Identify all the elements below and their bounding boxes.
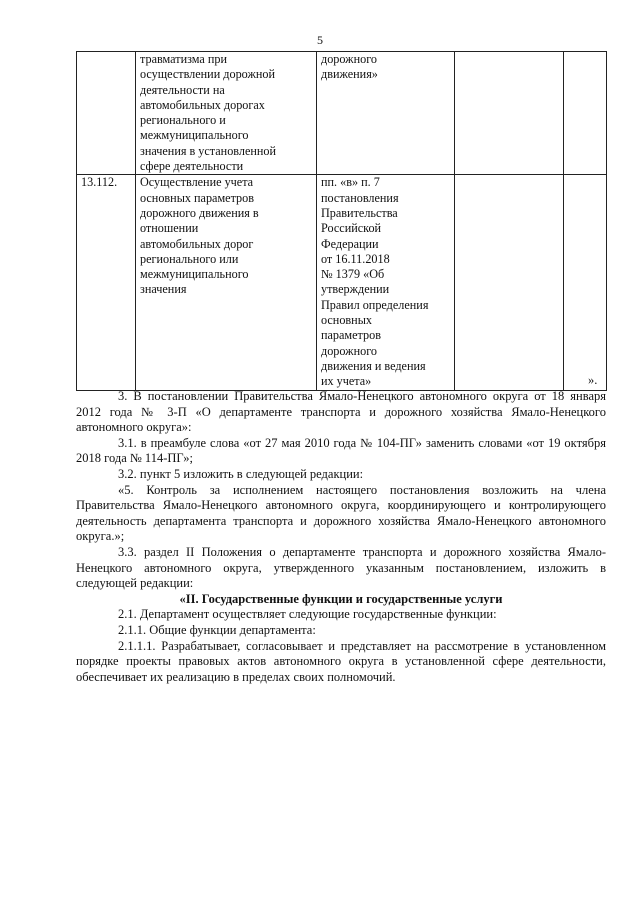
function-name-line: травматизма при [140,52,227,66]
legal-basis-line: пп. «в» п. 7 [321,175,380,190]
legal-basis-line: Федерации [321,236,379,251]
empty-cell [564,52,607,175]
legal-basis-line: основных [321,313,372,328]
function-name-line: Осуществление учета [140,175,254,190]
function-name-line: значения в установленной [140,143,277,158]
legal-basis-line: постановления [321,190,399,205]
closing-quote-mark: ». [588,373,598,387]
paragraph-item-2-1-1: 2.1.1. Общие функции департамента: [118,622,316,637]
paragraph-item-3-2: 3.2. пункт 5 изложить в следующей редакции: [118,466,364,481]
legal-basis-line: движения и ведения [321,358,426,373]
legal-basis-cell [317,175,455,390]
function-name-line: дорожного движения в [140,205,259,220]
paragraph-item-5-quote: «5. Контроль за исполнением настоящего постановления возложить на члена Правительства Ямало-Ненецкого автономного округа, координирующего и контролирующего деятельность департамента транспорта и дорожного хозяйства Ямало-Ненецкого автономного округа.»; [76,482,606,544]
function-name-line: значения [140,282,187,297]
function-name-line: автомобильных дорог [140,236,254,251]
empty-cell [455,52,564,175]
function-name-line: сфере деятельности [140,159,244,174]
legal-basis-line: дорожного [321,343,378,358]
function-name-line: регионального или [140,251,239,266]
function-name-line: межмуниципального [140,128,249,143]
section-heading: «II. Государственные функции и государственные услуги [179,591,503,606]
function-name-line: отношении [140,221,199,236]
legal-basis-line: их учета» [321,374,372,389]
legal-basis-line: от 16.11.2018 [321,251,390,266]
function-name-line: межмуниципального [140,267,249,282]
table-row [77,52,607,175]
paragraph-item-3-3: 3.3. раздел II Положения о департаменте транспорта и дорожного хозяйства Ямало-Ненецкого автономного округа, утвержденного указанным постановлением, изложить в следующей редакции: [76,544,606,591]
legal-basis-cell [317,52,455,175]
row-number-cell: 13.112. [77,175,136,390]
legal-basis-line: Правительства [321,205,398,220]
function-name-cell [136,52,317,175]
legal-basis-line: параметров [321,328,381,343]
document-body [76,389,606,685]
legal-basis-line: утверждении [321,282,390,297]
table-row [77,175,607,390]
paragraph-item-2-1-1-1: 2.1.1.1. Разрабатывает, согласовывает и представляет на рассмотрение в установленном порядке проекты правовых актов автономного округа в установленной сфере деятельности, обеспечивает их реализацию в пределах своих полномочий. [76,638,606,684]
function-name-line: основных параметров [140,190,255,205]
function-name-line: осуществлении дорожной [140,67,276,82]
function-name-line: деятельности на [140,82,225,97]
function-name-line: автомобильных дорогах [140,97,265,112]
functions-table [76,51,607,391]
empty-cell [455,175,564,390]
row-number-cell [77,52,136,175]
function-name-cell [136,175,317,390]
function-name-line: регионального и [140,113,226,128]
empty-cell [564,175,607,390]
legal-basis-line: Российской [321,221,382,236]
paragraph-item-3: 3. В постановлении Правительства Ямало-Ненецкого автономного округа от 18 января 2012 года № 3-П «О департаменте транспорта и дорожного хозяйства Ямало-Ненецкого автономного округа»: [76,389,606,435]
legal-basis-line: Правил определения [321,297,429,312]
paragraph-item-2-1: 2.1. Департамент осуществляет следующие государственные функции: [118,607,497,622]
paragraph-item-3-1: 3.1. в преамбуле слова «от 27 мая 2010 года № 104-ПГ» заменить словами «от 19 октября 2018 года № 114-ПГ»; [76,435,606,466]
legal-basis-line: № 1379 «Об [321,267,385,282]
legal-basis-line: движения» [321,67,378,82]
page-number: 5 [317,33,323,47]
legal-basis-line: дорожного [321,52,378,66]
